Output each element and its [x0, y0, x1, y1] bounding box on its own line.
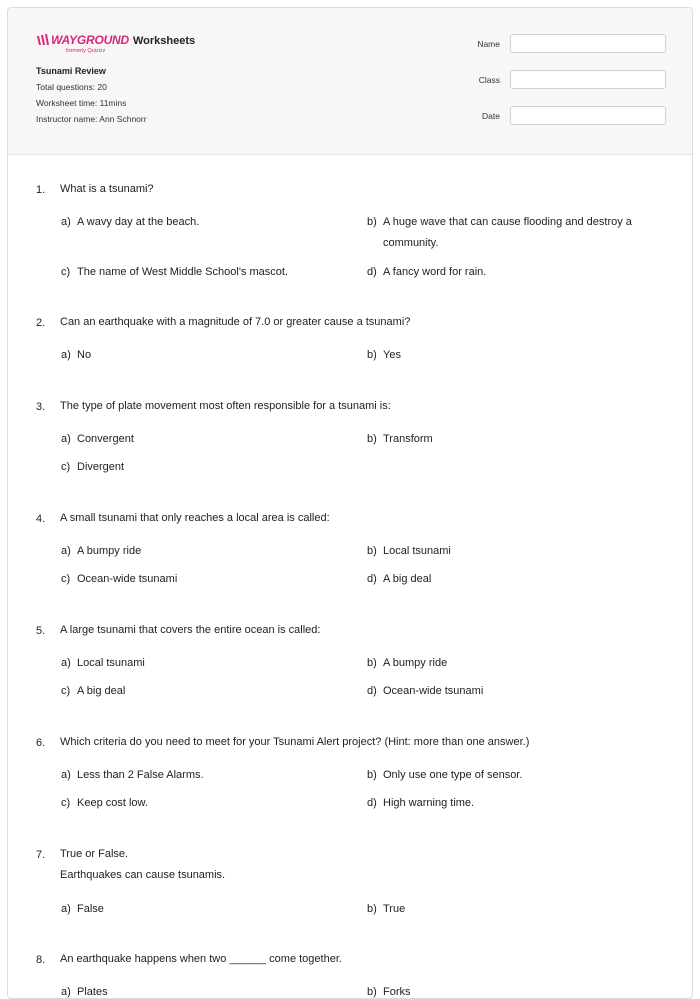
- option-text: Divergent: [77, 461, 125, 473]
- option-letter: b): [367, 545, 377, 557]
- option-letter: b): [367, 216, 377, 228]
- option-text: Convergent: [77, 433, 134, 445]
- option-letter: c): [61, 685, 71, 697]
- question-text: Which criteria do you need to meet for your Tsunami Alert project? (Hint: more than one answer.): [60, 736, 530, 748]
- logo-subtitle: formerly Quizizz: [66, 48, 106, 54]
- option-text: Local tsunami: [383, 545, 451, 557]
- class-label: Class: [478, 75, 500, 85]
- option-letter: a): [61, 433, 71, 445]
- option-text: A bumpy ride: [77, 545, 142, 557]
- option-letter: a): [61, 986, 71, 998]
- option-text: Less than 2 False Alarms.: [77, 769, 204, 781]
- option-text: A big deal: [77, 685, 126, 697]
- question-number: 6.: [36, 737, 46, 749]
- option-letter: c): [61, 573, 71, 585]
- option-text: No: [77, 349, 92, 361]
- option-text: Transform: [383, 433, 433, 445]
- option-letter: c): [61, 797, 71, 809]
- date-label: Date: [482, 111, 500, 121]
- question-number: 3.: [36, 401, 46, 413]
- question-text-line-2: Earthquakes can cause tsunamis.: [60, 869, 226, 881]
- question-number: 2.: [36, 317, 46, 329]
- option-text: Keep cost low.: [77, 797, 148, 809]
- option-letter: b): [367, 657, 377, 669]
- option-text: True: [383, 903, 406, 915]
- option-letter: b): [367, 769, 377, 781]
- question-number: 1.: [36, 184, 46, 196]
- option-letter: a): [61, 903, 71, 915]
- option-text: Plates: [77, 986, 108, 998]
- option-letter: a): [61, 657, 71, 669]
- question-text: True or False.: [60, 848, 129, 860]
- option-text: Yes: [383, 349, 401, 361]
- name-label: Name: [477, 39, 500, 49]
- option-letter: b): [367, 433, 377, 445]
- worksheet-time: Worksheet time: 11mins: [36, 98, 127, 108]
- question-number: 5.: [36, 625, 46, 637]
- question-number: 8.: [36, 954, 46, 966]
- option-text: Ocean-wide tsunami: [383, 685, 484, 697]
- option-letter: d): [367, 573, 377, 585]
- option-letter: b): [367, 903, 377, 915]
- question-text: An earthquake happens when two ______ come together.: [60, 953, 342, 965]
- name-input[interactable]: [510, 34, 666, 53]
- question-number: 7.: [36, 849, 46, 861]
- option-text: High warning time.: [383, 797, 475, 809]
- option-letter: a): [61, 769, 71, 781]
- option-text: A huge wave that can cause flooding and destroy a community.: [383, 216, 632, 249]
- option-letter: c): [61, 461, 71, 473]
- worksheet-header: [8, 8, 692, 155]
- option-text: Only use one type of sensor.: [383, 769, 523, 781]
- option-text: Local tsunami: [77, 657, 145, 669]
- option-letter: b): [367, 986, 377, 998]
- option-text: Ocean-wide tsunami: [77, 573, 178, 585]
- option-letter: a): [61, 545, 71, 557]
- question-text: A large tsunami that covers the entire ocean is called:: [60, 624, 321, 636]
- option-text: Forks: [383, 986, 411, 998]
- question-text: What is a tsunami?: [60, 183, 154, 195]
- product-title: Worksheets: [133, 35, 196, 47]
- question-text: A small tsunami that only reaches a local area is called:: [60, 512, 330, 524]
- question-text: Can an earthquake with a magnitude of 7.0 or greater cause a tsunami?: [60, 316, 411, 328]
- option-letter: b): [367, 349, 377, 361]
- class-input[interactable]: [510, 70, 666, 89]
- option-text: A bumpy ride: [383, 657, 448, 669]
- option-text: A wavy day at the beach.: [77, 216, 200, 228]
- instructor-name: Instructor name: Ann Schnorr: [36, 114, 147, 124]
- option-letter: c): [61, 266, 71, 278]
- option-letter: d): [367, 266, 377, 278]
- option-text: False: [77, 903, 104, 915]
- option-text: A big deal: [383, 573, 432, 585]
- option-letter: a): [61, 216, 71, 228]
- option-letter: d): [367, 797, 377, 809]
- logo-wordmark: WAYGROUND: [51, 33, 129, 47]
- question-text: The type of plate movement most often responsible for a tsunami is:: [60, 400, 391, 412]
- option-letter: a): [61, 349, 71, 361]
- question-number: 4.: [36, 513, 46, 525]
- option-text: A fancy word for rain.: [383, 266, 487, 278]
- option-text: The name of West Middle School's mascot.: [77, 266, 288, 278]
- worksheet-meta: [36, 66, 147, 130]
- worksheet-title: Tsunami Review: [36, 66, 106, 76]
- worksheet-page: [7, 7, 693, 999]
- date-input[interactable]: [510, 106, 666, 125]
- option-letter: d): [367, 685, 377, 697]
- total-questions: Total questions: 20: [36, 82, 107, 92]
